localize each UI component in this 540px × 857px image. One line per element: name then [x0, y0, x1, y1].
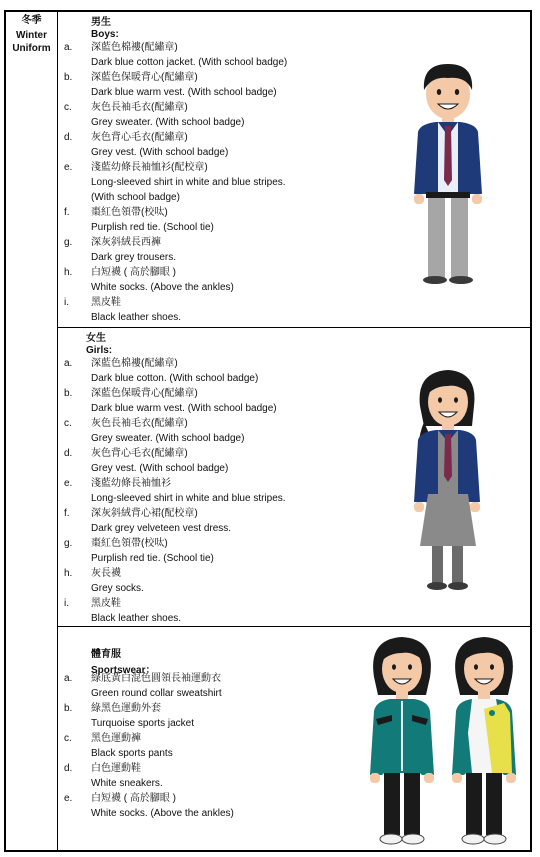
boys-heading-zh: 男生 — [91, 17, 111, 28]
uniform-table — [4, 10, 532, 852]
sports-jacket-illustration — [366, 633, 438, 849]
girls-heading-zh: 女生 — [86, 333, 106, 344]
sports-heading-en: Sportswear： — [91, 665, 156, 676]
girls-section: 女生 Girls: a. 深藍色棉褸(配繡章) Dark blue cotton. (With school badge) b. 深藍色保暖背心(配繡章) Dark blue warm vest. (With school badge) c. 灰色長袖毛衣(配繡章) Grey sweater. (With school badge) d. 灰色背心毛衣(配繡章) Grey vest. (With school badge) e. 淺藍幼條長袖恤衫 Long-sleeved shirt in white and blue stripes. f. 深灰斜絨背心裙(配校章) Dark grey velveteen vest dress. g. 棗紅色領帶(校呔) Purplish red tie. (School tie) h. 灰長襪 Grey socks. i. 黑皮鞋 Black leather shoes. — [58, 328, 530, 627]
boys-heading-en: Boys: — [91, 29, 119, 40]
boys-section: 男生 Boys: a. 深藍色棉褸(配繡章) Dark blue cotton jacket. (With school badge) b. 深藍色保暖背心(配繡章) Dark blue warm vest. (With school badge) c. 灰色長袖毛衣(配繡章) Grey sweater. (With school badge) d. 灰色背心毛衣(配繡章) Grey vest. (With school badge) e. 淺藍幼條長袖恤衫(配校章) Long-sleeved shirt in white and blue stripes. (With school badge) f. 棗紅色領帶(校呔) Purplish red tie. (School tie) g. 深灰斜絨長西褲 Dark grey trousers. h. 白短襪 ( 高於腳眼 ) White socks. (Above the ankles) i. 黑皮鞋 Black leather shoes. — [58, 12, 530, 328]
sports-sweatshirt-illustration — [448, 633, 520, 849]
season-label-en1: Winter — [15, 30, 48, 41]
season-label-zh: 冬季 — [21, 15, 42, 26]
girls-heading-en: Girls: — [86, 345, 113, 356]
girl-uniform-illustration — [410, 366, 484, 592]
season-label-cell — [6, 12, 58, 850]
season-label-en2: Uniform — [12, 43, 51, 54]
boy-uniform-illustration — [408, 60, 488, 282]
sportswear-section: 體育服 Sportswear： a. 綠底黃白混色圓領長袖運動衣 Green round collar sweatshirt b. 綠黑色運動外套 Turquoise sports jacket c. 黑色運動褲 Black sports pants d. 白色運動鞋 White sneakers. e. 白短襪 ( 高於腳眼 ) White socks. (Above the ankles) — [58, 627, 530, 852]
sports-heading-zh: 體育服 — [91, 649, 121, 660]
